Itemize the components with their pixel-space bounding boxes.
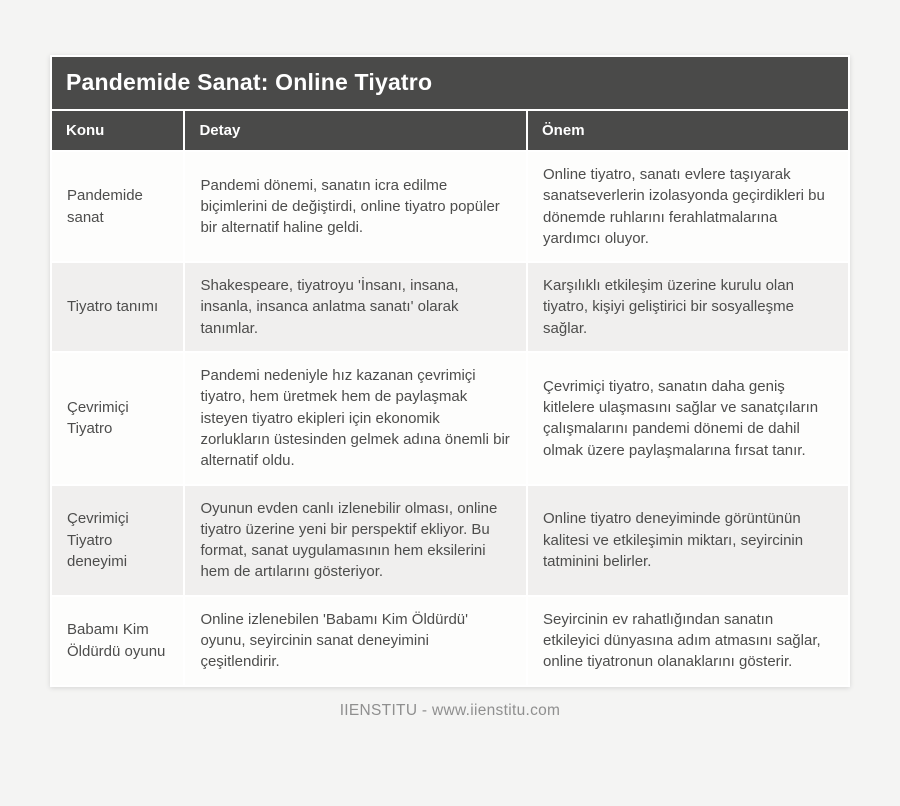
cell-detay: Shakespeare, tiyatroyu 'İnsanı, insana, insanla, insanca anlatma sanatı' olarak tanımlar. — [185, 263, 526, 351]
column-header-konu: Konu — [52, 111, 183, 150]
cell-detay: Pandemi nedeniyle hız kazanan çevrimiçi tiyatro, hem üretmek hem de paylaşmak isteyen tiyatro ekipleri için ekonomik zorlukların üstesinden gelmek adına önemli bir alternatif oldu. — [185, 353, 526, 483]
footer-credit: IIENSTITU - www.iienstitu.com — [339, 701, 561, 719]
cell-onem: Online tiyatro deneyiminde görüntünün kalitesi ve etkileşimin miktarı, seyircinin tatminini belirler. — [528, 486, 848, 595]
cell-konu: Çevrimiçi Tiyatro deneyimi — [52, 486, 183, 595]
cell-onem: Online tiyatro, sanatı evlere taşıyarak sanatseverlerin izolasyonda geçirdikleri bu dönemde ruhlarını ferahlatmalarına yardımcı oluyor. — [528, 152, 848, 261]
column-header-row — [52, 111, 848, 150]
table-row — [52, 152, 848, 261]
page — [0, 55, 900, 806]
table-card — [50, 55, 850, 687]
cell-konu: Tiyatro tanımı — [52, 263, 183, 351]
column-header-detay: Detay — [185, 111, 526, 150]
column-header-onem: Önem — [528, 111, 848, 150]
cell-detay: Oyunun evden canlı izlenebilir olması, online tiyatro üzerine yeni bir perspektif ekliyor. Bu format, sanat uygulamasının hem eksilerini hem de artılarını gösteriyor. — [185, 486, 526, 595]
title-row — [52, 57, 848, 109]
table-title: Pandemide Sanat: Online Tiyatro — [52, 57, 848, 109]
table-row — [52, 597, 848, 685]
cell-onem: Karşılıklı etkileşim üzerine kurulu olan tiyatro, kişiyi geliştirici bir sosyalleşme sağlar. — [528, 263, 848, 351]
cell-onem: Çevrimiçi tiyatro, sanatın daha geniş kitlelere ulaşmasını sağlar ve sanatçıların çalışmalarını pandemi dönemi de dahil olmak üzere paylaşmalarına fırsat tanır. — [528, 353, 848, 483]
cell-onem: Seyircinin ev rahatlığından sanatın etkileyici dünyasına adım atmasını sağlar, online tiyatronun olanaklarını gösterir. — [528, 597, 848, 685]
table-row — [52, 353, 848, 483]
table-row — [52, 486, 848, 595]
cell-konu: Çevrimiçi Tiyatro — [52, 353, 183, 483]
cell-konu: Pandemide sanat — [52, 152, 183, 261]
cell-detay: Pandemi dönemi, sanatın icra edilme biçimlerini de değiştirdi, online tiyatro popüler bir alternatif haline geldi. — [185, 152, 526, 261]
pandemic-art-table — [50, 55, 850, 687]
table-row — [52, 263, 848, 351]
cell-konu: Babamı Kim Öldürdü oyunu — [52, 597, 183, 685]
cell-detay: Online izlenebilen 'Babamı Kim Öldürdü' oyunu, seyircinin sanat deneyimini çeşitlendirir. — [185, 597, 526, 685]
